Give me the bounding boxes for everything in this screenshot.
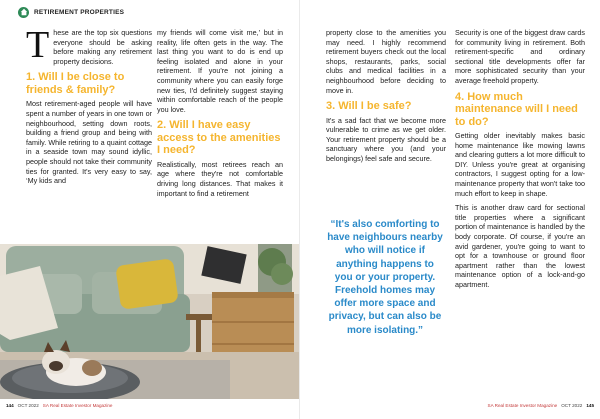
right-footer [488, 403, 595, 408]
publication-name: SA Real Estate Investor Magazine [42, 403, 113, 408]
heading-q1: 1. Will I be close to friends & family? [26, 71, 125, 96]
paragraph: Getting older inevitably makes basic home maintenance like mowing lawns and clearing gutters a lot more difficult to DIY. Unless you're great at organising contractors, I suggest opting for a low-maintenance property that won't take too much effort to keep in shape. [455, 131, 585, 198]
paragraph: property close to the amenities you may need. I highly recommend retirement buyers check out the local shops, restaurants, parks, social clubs and medical facilities in a neighbourhood before deciding to move in. [326, 28, 446, 95]
column-4 [455, 28, 585, 295]
heading-q2: 2. Will I have easy access to the amenities I need? [157, 119, 281, 157]
intro-paragraph: These are the top six questions everyone should be asking before making any retirement property decisions. [26, 24, 152, 66]
left-footer [6, 403, 113, 408]
heading-q3: 3. Will I be safe? [326, 100, 412, 113]
pull-quote: “It's also comforting to have neighbours nearby who will notice if anything happens to you or your property. Freehold homes may offer more space and privacy, but can also be more isolating.” [327, 219, 443, 336]
column-1 [26, 24, 152, 191]
column-3 [326, 28, 446, 169]
paragraph: Most retirement-aged people will have spent a number of years in one town or neighbourhood, setting down roots, building a friend group and being with family. While retiring to a quaint cottage in a seaside town may sound idyllic, people should not take their community ties for granted. It's very easy to say, ‘My kids and [26, 99, 152, 186]
house-icon [18, 7, 29, 18]
section-title: RETIREMENT PROPERTIES [34, 8, 125, 16]
section-header [18, 6, 124, 18]
heading-q4: 4. How much maintenance will I need to do? [455, 90, 578, 128]
paragraph: Security is one of the biggest draw cards for community living in retirement. Both retirement-specific and ordinary sectional title developments offer far more sophisticated security than your average freehold property. [455, 28, 585, 85]
paragraph: This is another draw card for sectional title properties where a significant portion of maintenance is handled by the body corporate. Of course, if you're an avid gardener, you're going to want to opt for a townhouse or ground floor apartment rather than the lowest maintenance option of a lock-and-go apartment. [455, 203, 585, 289]
issue-date: OCT 2022 [17, 403, 39, 408]
issue-date: OCT 2022 [561, 403, 583, 408]
paragraph: my friends will come visit me,’ but in reality, life often gets in the way. The last thing you want to do is end up feeling isolated and alone in your retirement. If you're not joining a community where you can easily forge new ties, I'd definitely suggest staying within comfortable reach of the people you love. [157, 28, 283, 114]
living-room-photo [0, 244, 299, 399]
page-number: 145 [586, 403, 594, 408]
publication-name: SA Real Estate Investor Magazine [487, 403, 558, 408]
page-number: 144 [6, 403, 14, 408]
paragraph: Realistically, most retirees reach an age where they're not comfortable driving long distances. That makes it important to find a retirement [157, 159, 283, 198]
drop-cap: T [26, 24, 50, 66]
paragraph: It's a sad fact that we become more vulnerable to crime as we get older. Your retirement property should be a sanctuary where you (and your belongings) feel safe and secure. [326, 115, 446, 164]
column-2 [157, 28, 283, 203]
